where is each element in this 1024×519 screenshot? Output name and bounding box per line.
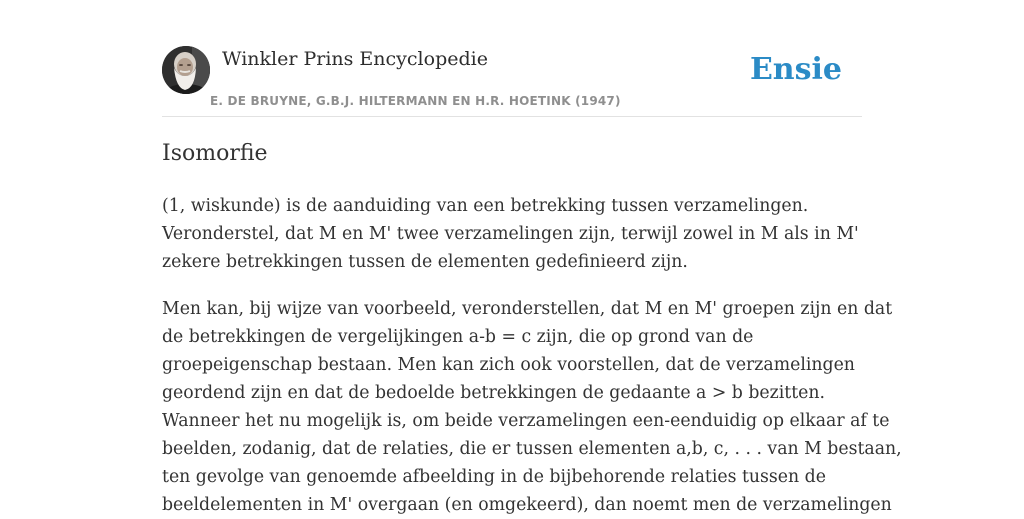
paragraph-line: de betrekkingen de vergelijkingen a-b = c zijn, die op grond van de bbox=[162, 327, 754, 347]
page bbox=[162, 0, 902, 515]
paragraph-line: beeldelementen in M' overgaan (en omgekeerd), dan noemt men de verzamelingen bbox=[162, 495, 892, 515]
ensie-logo-link[interactable]: Ensie bbox=[749, 52, 842, 87]
bearded-man-portrait-icon[interactable] bbox=[162, 46, 210, 94]
site-header bbox=[162, 46, 862, 117]
paragraph-line: Wanneer het nu mogelijk is, om beide verzamelingen een-eenduidig op elkaar af te bbox=[162, 411, 890, 431]
article-paragraph bbox=[162, 295, 902, 519]
paragraph-line: ten gevolge van genoemde afbeelding in de bijbehorende relaties tussen de bbox=[162, 467, 826, 487]
authors-credit: E. DE BRUYNE, G.B.J. HILTERMANN EN H.R. HOETINK (1947) bbox=[210, 94, 621, 108]
encyclopedia-title[interactable]: Winkler Prins Encyclopedie bbox=[222, 48, 488, 70]
paragraph-line: Veronderstel, dat M en M' twee verzamelingen zijn, terwijl zowel in M als in M' bbox=[162, 224, 859, 244]
paragraph-line: beelden, zodanig, dat de relaties, die er tussen elementen a,b, c, . . . van M bestaan, bbox=[162, 439, 902, 459]
paragraph-line: geordend zijn en dat de bedoelde betrekkingen de gedaante a > b bezitten. bbox=[162, 383, 826, 403]
article-title: Isomorfie bbox=[162, 141, 268, 166]
article-paragraph bbox=[162, 192, 874, 276]
paragraph-line: zekere betrekkingen tussen de elementen gedefinieerd zijn. bbox=[162, 252, 688, 272]
paragraph-line: groepeigenschap bestaan. Men kan zich ook voorstellen, dat de verzamelingen bbox=[162, 355, 855, 375]
paragraph-line: Men kan, bij wijze van voorbeeld, veronderstellen, dat M en M' groepen zijn en dat bbox=[162, 299, 893, 319]
paragraph-line: (1, wiskunde) is de aanduiding van een betrekking tussen verzamelingen. bbox=[162, 196, 809, 216]
